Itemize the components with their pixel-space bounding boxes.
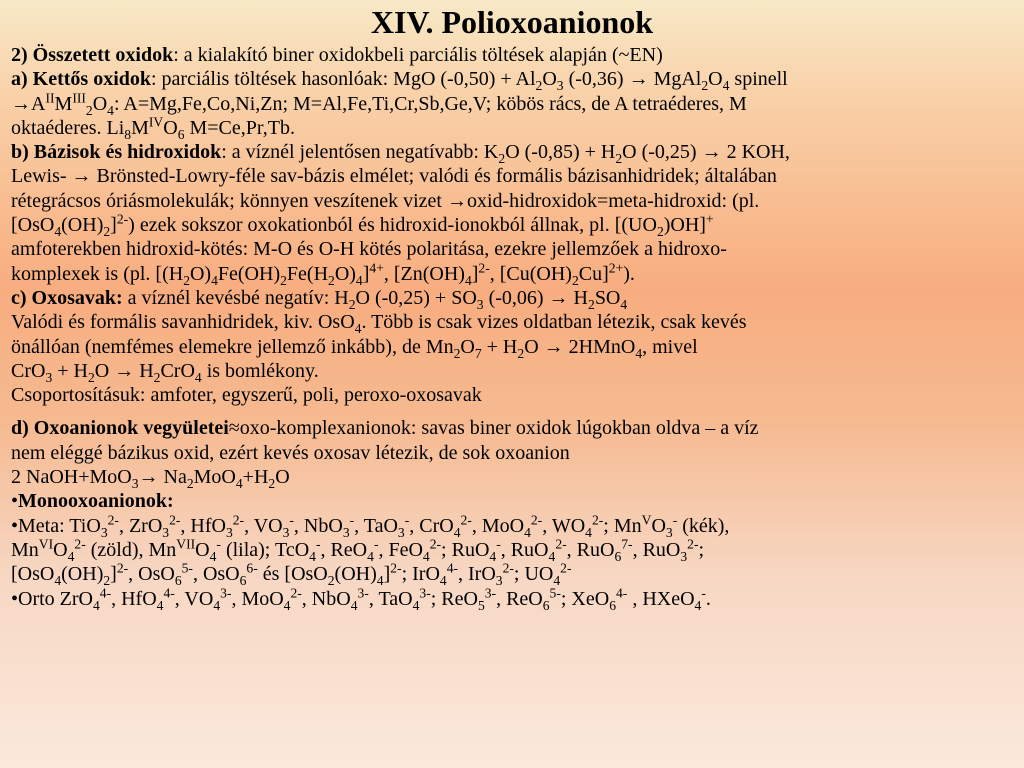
subscript: 6 [614, 548, 622, 564]
bold-text: d) Oxoanionok vegyületei [11, 417, 229, 440]
text-segment: , MoO [231, 587, 284, 610]
subscript: 2 [268, 476, 276, 492]
superscript: 2- [687, 536, 699, 552]
subscript: 4 [376, 573, 384, 589]
text-segment: , RuO [500, 538, 549, 561]
text-line [11, 383, 1016, 407]
text-segment: ] [110, 214, 117, 237]
superscript: 4- [446, 560, 459, 576]
bold-text: a) Kettős oxidok [11, 68, 151, 91]
text-segment: a víznél kevésbé negatív: H [122, 286, 349, 309]
subscript: 2 [517, 345, 525, 361]
superscript: - [701, 584, 706, 600]
superscript: IV [148, 114, 164, 130]
subscript: 4 [156, 597, 164, 613]
subscript: 7 [474, 345, 482, 361]
text-segment: Csoportosításuk: amfoter, egyszerű, poli, peroxo-oxosavak [11, 384, 482, 407]
text-line [11, 164, 1016, 188]
text-segment: O [542, 68, 557, 91]
subscript: 4 [54, 573, 62, 589]
superscript: V [641, 511, 652, 527]
text-segment: , VO [174, 587, 214, 610]
text-segment: spinell [729, 68, 788, 91]
superscript: 4- [163, 584, 175, 600]
subscript: 6 [174, 573, 182, 589]
subscript: 2 [186, 476, 194, 492]
text-line [11, 416, 1016, 440]
text-segment: , HfO [180, 514, 226, 537]
text-line [11, 140, 1016, 167]
text-segment: ] [362, 262, 370, 285]
subscript: 6 [542, 597, 550, 613]
superscript: 2- [560, 560, 572, 576]
superscript: 3- [220, 584, 232, 600]
text-segment: •Orto ZrO [11, 587, 93, 610]
subscript: 4 [350, 597, 358, 613]
subscript: 4 [213, 597, 221, 613]
text-segment: MoO [193, 466, 236, 489]
subscript: 3 [665, 524, 673, 540]
subscript: 2 [453, 345, 461, 361]
superscript: 3- [419, 584, 431, 600]
bold-text: Monooxoanionok: [18, 490, 174, 513]
superscript: 2- [169, 511, 181, 527]
subscript: 4 [453, 524, 461, 540]
text-segment: (OH) [334, 563, 377, 586]
subscript: 4 [92, 597, 100, 613]
superscript: 2- [429, 536, 442, 552]
text-segment: Lewis- → Brönsted-Lowry-féle sav-bázis elmélet; valódi és formális bázisanhidridek; általában [11, 165, 777, 188]
text-segment: komplexek is (pl. [(H [11, 262, 184, 285]
text-segment: O [195, 538, 210, 561]
superscript: 2- [390, 560, 402, 576]
text-segment: + H [52, 359, 88, 382]
text-segment: Cu] [578, 262, 609, 285]
text-segment: ; IrO [401, 563, 440, 586]
text-line [11, 584, 1016, 613]
bold-text: 2) Összetett oxidok [11, 44, 174, 66]
subscript: 3 [162, 524, 170, 540]
text-segment: nem eléggé bázikus oxid, ezért kevés oxosav létezik, de sok oxoanion [11, 441, 570, 464]
text-segment: 2 NaOH+MoO [11, 466, 132, 489]
text-line [11, 310, 1016, 337]
subscript: 3 [680, 548, 688, 564]
superscript: 3- [357, 584, 369, 600]
subscript: 4 [107, 102, 114, 118]
text-segment: . Több is csak vizes oldatban létezik, csak kevés [361, 311, 747, 334]
text-segment: ≈oxo-komplexanionok: savas biner oxidok lúgokban oldva – a víz [228, 417, 759, 440]
subscript: 3 [282, 524, 290, 540]
text-segment: ] [383, 563, 391, 586]
text-segment: (-0,36) → MgAl [563, 68, 702, 91]
text-segment: : parciális töltések hasonlóak: MgO (-0,50) + Al [151, 68, 536, 91]
text-segment: . [705, 587, 711, 610]
text-segment: ; [698, 538, 705, 561]
superscript: - [289, 511, 294, 527]
text-segment: Valódi és formális savanhidridek, kiv. OsO [11, 311, 355, 334]
superscript: 2+ [608, 260, 624, 276]
text-segment: O (-0,25) + SO [355, 286, 477, 309]
text-segment: )OH] [663, 214, 706, 237]
superscript: 4- [99, 584, 112, 600]
subscript: 4 [235, 476, 243, 492]
superscript: - [496, 536, 501, 552]
superscript: - [373, 536, 379, 552]
superscript: 3- [484, 584, 497, 600]
text-segment: : a kialakító biner oxidokbeli parciális töltések alapján (~EN) [173, 44, 663, 66]
superscript: - [672, 511, 678, 527]
subscript: 4 [355, 272, 363, 288]
superscript: 5- [549, 584, 561, 600]
superscript: 2- [530, 511, 543, 527]
subscript: 4 [722, 78, 730, 94]
superscript: 2- [555, 536, 567, 552]
text-segment: [OsO [11, 214, 55, 237]
text-segment: is bomlékony. [201, 359, 319, 382]
text-segment: ) ezek sokszor oxokationból és hidroxid-ionokból állnak, pl. [(UO [128, 214, 657, 237]
text-segment: , TaO [354, 514, 398, 537]
subscript: 2 [87, 369, 95, 385]
subscript: 6 [609, 597, 616, 613]
subscript: 4 [67, 548, 75, 564]
subscript: 4 [524, 524, 531, 540]
text-segment: O (-0,85) + H [505, 141, 616, 164]
text-segment: Mn [11, 538, 39, 561]
superscript: - [404, 511, 410, 527]
text-segment: O (-0,25) → 2 KOH, [622, 141, 790, 164]
text-segment: O [460, 335, 475, 358]
paragraph-gap [11, 407, 1016, 416]
text-segment: [OsO [11, 563, 55, 586]
text-line [11, 465, 1016, 492]
text-segment: ). [623, 262, 635, 285]
superscript: + [705, 211, 714, 227]
text-segment: , HfO [111, 587, 157, 610]
text-line [11, 560, 1016, 589]
text-line [11, 67, 1016, 94]
text-segment: , [Cu(OH) [489, 262, 572, 285]
subscript: 2 [588, 296, 595, 312]
subscript: 2 [328, 272, 335, 288]
text-segment: O → H [94, 359, 154, 382]
text-segment: amfoterekben hidroxid-kötés: M-O és O-H kötés polaritása, ezekre jellemzőek a hidroxo- [11, 238, 727, 261]
superscript: - [315, 536, 321, 552]
text-segment: O [708, 68, 723, 91]
subscript: 2 [153, 369, 161, 385]
text-segment: , TaO [368, 587, 413, 610]
text-segment: Fe(H [286, 262, 329, 285]
text-segment: oktaéderes. Li [11, 116, 125, 139]
text-segment: O [53, 538, 68, 561]
text-segment: , [Zn(OH) [383, 262, 465, 285]
subscript: 4 [464, 272, 472, 288]
text-segment: CrO [160, 359, 195, 382]
text-line [11, 211, 1016, 240]
text-segment: , ZrO [118, 514, 163, 537]
text-segment: • [11, 490, 19, 513]
text-segment: , OsO [192, 563, 240, 586]
superscript: 2- [74, 536, 86, 552]
superscript: - [349, 511, 355, 527]
subscript: 2 [348, 296, 356, 312]
text-line [11, 489, 1016, 513]
subscript: 4 [635, 345, 643, 361]
subscript: 2 [535, 78, 543, 94]
text-segment: O [275, 466, 290, 489]
text-line [11, 538, 1016, 562]
subscript: 3 [100, 524, 108, 540]
subscript: 4 [585, 524, 592, 540]
subscript: 4 [367, 548, 374, 564]
text-segment: , VO [244, 514, 283, 537]
text-segment: O [92, 92, 108, 115]
subscript: 2 [656, 224, 664, 240]
subscript: 6 [239, 573, 247, 589]
subscript: 4 [489, 548, 497, 564]
text-segment: ] [110, 563, 117, 586]
text-segment: , IrO [458, 563, 496, 586]
superscript: 2- [502, 560, 514, 576]
text-line [11, 43, 1016, 67]
superscript: 2- [478, 260, 490, 276]
text-segment: ; RuO [441, 538, 490, 561]
subscript: 4 [422, 548, 430, 564]
text-segment: ; XeO [560, 587, 610, 610]
text-line [11, 286, 1016, 310]
text-line [11, 262, 1016, 286]
text-segment: , RuO [566, 538, 615, 561]
text-segment: Fe(OH) [217, 262, 281, 285]
subscript: 6 [177, 126, 185, 142]
text-segment: CrO [11, 359, 46, 382]
superscript: 2- [116, 211, 129, 227]
text-segment: , ReO [496, 587, 543, 610]
subscript: 3 [556, 78, 564, 94]
subscript: 5 [477, 597, 485, 613]
text-segment: önállóan (nemfémes elemekre jellemző inkább), de Mn [11, 335, 454, 358]
text-segment: (zöld), Mn [85, 538, 177, 561]
text-segment: rétegrácsos óriásmolekulák; könnyen veszítenek vizet →oxid-hidroxidok=meta-hidroxid: (pl. [11, 189, 760, 212]
subscript: 2 [103, 573, 111, 589]
text-segment: O [651, 514, 666, 537]
superscript: III [72, 89, 86, 105]
subscript: 3 [342, 524, 350, 540]
subscript: 2 [615, 151, 623, 167]
superscript: 4- [615, 584, 628, 600]
text-segment: , HXeO [627, 587, 695, 610]
text-line [11, 511, 1016, 540]
subscript: 2 [103, 224, 111, 240]
text-segment: , mivel [642, 335, 698, 358]
text-line [11, 116, 1016, 140]
subscript: 8 [124, 126, 132, 142]
bold-text: c) Oxosavak: [11, 286, 123, 309]
text-segment: , NbO [293, 514, 343, 537]
text-line [11, 89, 1016, 118]
superscript: 2- [290, 584, 302, 600]
subscript: 2 [327, 573, 335, 589]
text-segment: , OsO [128, 563, 175, 586]
superscript: - [216, 536, 221, 552]
text-segment: , MoO [471, 514, 525, 537]
text-segment: : A=Mg,Fe,Co,Ni,Zn; M=Al,Fe,Ti,Cr,Sb,Ge,V; köbös rács, de A tetraéderes, M [113, 92, 747, 115]
superscript: II [45, 89, 55, 105]
subscript: 4 [283, 597, 291, 613]
subscript: 4 [309, 548, 316, 564]
text-segment: (-0,06) → H [483, 286, 589, 309]
text-segment: , WO [542, 514, 586, 537]
bold-text: b) Bázisok és hidroxidok [11, 141, 222, 164]
subscript: 4 [439, 573, 447, 589]
superscript: VI [38, 536, 54, 552]
subscript: 2 [280, 272, 287, 288]
subscript: 3 [495, 573, 503, 589]
text-segment: SO [594, 286, 621, 309]
slide-title: XIV. Polioxoanionok [370, 4, 654, 40]
text-segment: M [131, 116, 149, 139]
text-line [11, 335, 1016, 359]
subscript: 2 [85, 102, 93, 118]
subscript: 2 [701, 78, 709, 94]
text-segment: M [54, 92, 73, 115]
superscript: 7- [621, 536, 633, 552]
subscript: 2 [183, 272, 190, 288]
text-line [11, 441, 1016, 465]
subscript: 2 [571, 272, 579, 288]
text-segment: → Na [138, 466, 187, 489]
subscript: 4 [548, 548, 556, 564]
text-segment: O [163, 116, 178, 139]
subscript: 3 [225, 524, 233, 540]
subscript: 4 [354, 321, 362, 337]
text-segment: + H [481, 335, 518, 358]
superscript: 5- [181, 560, 193, 576]
text-segment: M=Ce,Pr,Tb. [184, 116, 295, 139]
superscript: 2- [116, 560, 129, 576]
text-segment: és [OsO [257, 563, 328, 586]
text-segment: , CrO [409, 514, 454, 537]
text-line [11, 359, 1016, 383]
subscript: 4 [211, 272, 218, 288]
text-segment: (OH) [61, 214, 104, 237]
text-segment: ; Mn [603, 514, 642, 537]
subscript: 4 [620, 296, 628, 312]
superscript: 2- [460, 511, 472, 527]
superscript: VII [176, 536, 196, 552]
text-segment: (lila); TcO [220, 538, 310, 561]
text-segment: O → 2HMnO [524, 335, 636, 358]
subscript: 4 [412, 597, 420, 613]
text-segment: : a víznél jelentősen negatívabb: K [221, 141, 499, 164]
text-segment: →A [11, 92, 46, 115]
superscript: 2- [232, 511, 245, 527]
text-line [11, 237, 1016, 261]
text-segment: ; UO [513, 563, 554, 586]
subscript: 4 [194, 369, 202, 385]
subscript: 3 [131, 476, 139, 492]
text-segment: +H [242, 466, 269, 489]
text-segment: , RuO [632, 538, 681, 561]
subscript: 4 [553, 573, 561, 589]
text-segment: O) [189, 262, 212, 285]
superscript: 6- [246, 560, 258, 576]
text-segment: (kék), [677, 514, 730, 537]
text-segment: (OH) [61, 563, 104, 586]
subscript: 3 [397, 524, 405, 540]
text-segment: , NbO [301, 587, 351, 610]
text-segment: , ReO [320, 538, 368, 561]
subscript: 2 [498, 151, 506, 167]
subscript: 4 [694, 597, 702, 613]
subscript: 4 [209, 548, 217, 564]
text-segment: , FeO [378, 538, 423, 561]
text-segment: •Meta: TiO [11, 514, 101, 537]
subscript: 4 [54, 224, 62, 240]
superscript: 4+ [369, 260, 384, 276]
text-segment: ; ReO [430, 587, 478, 610]
text-line [11, 189, 1016, 213]
subscript: 3 [45, 369, 53, 385]
text-segment: O) [334, 262, 356, 285]
text-segment: ] [471, 262, 479, 285]
superscript: 2- [107, 511, 119, 527]
subscript: 3 [476, 296, 484, 312]
superscript: 2- [591, 511, 604, 527]
slide-body [11, 43, 1016, 611]
